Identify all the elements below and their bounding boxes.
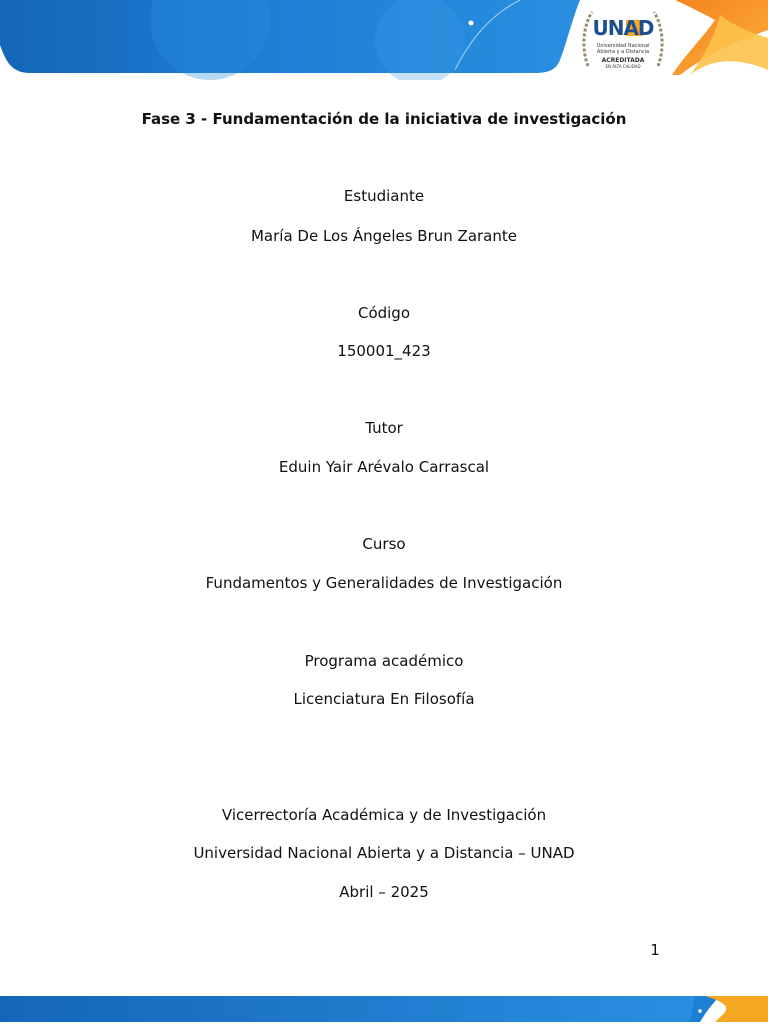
- student-name: María De Los Ángeles Brun Zarante: [250, 227, 517, 245]
- university-line: Universidad Nacional Abierta y a Distancia – UNAD: [193, 844, 575, 862]
- logo-accreditation-sub: EN ALTA CALIDAD: [605, 64, 641, 69]
- logo-wordmark: UNAD: [592, 16, 654, 40]
- unad-logo: [580, 6, 666, 74]
- vicerrectoria-line: Vicerrectoría Académica y de Investigación: [221, 806, 547, 824]
- document-title: Fase 3 - Fundamentación de la iniciativa de investigación: [141, 110, 627, 128]
- page-number: 1: [650, 941, 660, 959]
- code-label: Código: [357, 304, 411, 322]
- logo-subtitle-line2: Abierta y a Distancia: [596, 49, 650, 55]
- date-line: Abril – 2025: [339, 883, 429, 901]
- course-name: Fundamentos y Generalidades de Investigación: [205, 574, 563, 592]
- student-label: Estudiante: [343, 187, 425, 205]
- footer-banner: [0, 994, 768, 1024]
- logo-subtitle-line1: Universidad Nacional: [596, 43, 650, 49]
- program-name: Licenciatura En Filosofía: [293, 690, 475, 708]
- logo-accreditation: ACREDITADA: [601, 57, 645, 64]
- program-label: Programa académico: [304, 652, 464, 670]
- course-label: Curso: [362, 535, 406, 553]
- tutor-name: Eduin Yair Arévalo Carrascal: [278, 458, 490, 476]
- tutor-label: Tutor: [365, 419, 403, 437]
- code-value: 150001_423: [337, 342, 431, 360]
